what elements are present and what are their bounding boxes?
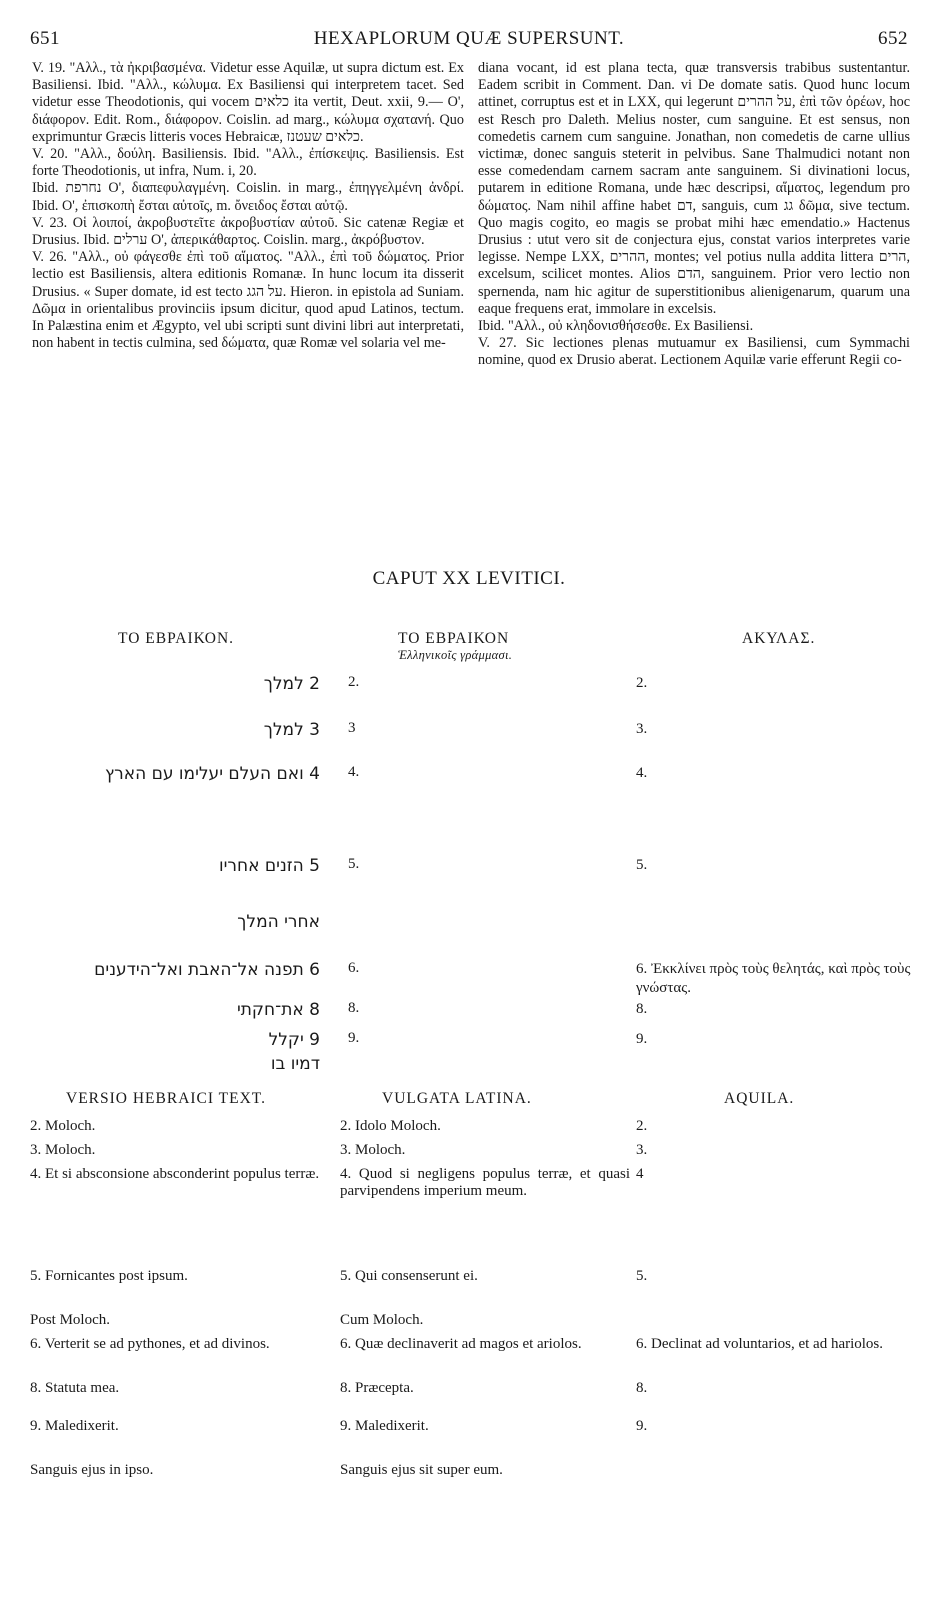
aquila-cell: 3. <box>636 1142 648 1158</box>
greek-cell: 5. <box>348 856 360 872</box>
aquila-cell: 3. <box>636 721 648 737</box>
note-paragraph: V. 20. "Αλλ., δούλη. Basiliensis. Ibid. "Αλλ., ἐπίσκεψις. Basiliensis. Est forte Theodotionis, ut infra, Num. i, 20. <box>32 146 464 180</box>
greek-cell: 4. <box>348 764 360 780</box>
greek-cell: 3 <box>348 720 356 736</box>
vulgata-cell: 4. Quod si negligens populus terræ, et quasi parvipendens imperium meum. <box>340 1166 630 1199</box>
hebrew-cell: דמיו בו <box>270 1054 320 1074</box>
hebrew-greek-table <box>30 630 911 1074</box>
aquila-cell: 6. Ἐκκλίνει πρὸς τοὺς θελητάς, καὶ πρὸς τοὺς γνώστας. <box>636 961 911 996</box>
header-aquila-greek: ΑΚΥΛΑΣ. <box>742 630 816 647</box>
header-vulgata-latina: VULGATA LATINA. <box>382 1090 532 1107</box>
greek-cell: 2. <box>348 674 360 690</box>
aquila-cell: 5. <box>636 857 648 873</box>
versio-cell: Post Moloch. <box>30 1312 111 1328</box>
notes-column-left <box>32 60 464 352</box>
versio-cell: 3. Moloch. <box>30 1142 96 1158</box>
note-paragraph: diana vocant, id est plana tecta, quæ transversis trabibus sustentantur. Eadem scribit in Comment. Dan. vi De domate satis. Quod hunc locum attinet, corruptus est et in LXX, qui legerunt על ההרים, ἐπὶ τῶν ὀρέων, hoc est Resch pro Daleth. Melius noster, cum sanguine. Et est sensus, non comedetis carnem cum sanguine. Jonathan, non comedetis de carne ullius victimæ, donec sanguis steterit in pelvibus. Sane Thalmudici notant non esse comedendam carnem sacram ante sanguinem. Si divinationi locus, putarem in editione Romana, unde hæc descripsi, αἵματος, legendum pro δώματος. Nam nihil affine habet דם, sanguis, cum גג δῶμα, sive tectum. Quo magis cogito, eo magis se probat mihi hæc emendatio.» Hactenus Drusius : utut vero sit de conjectura ejus, constat varios interpretes varie legisse. Nempe LXX, ההרים, montes; vel potius nulla addita littera הרים, excelsum, scilicet montes. Alios הדם, sanguinem. Prior vero lectio non spernenda, nam hic agitur de superstitionibus alienigenarum, quarum una eaque frequens erat, immolare in excelsis. <box>478 60 910 317</box>
versio-cell: 8. Statuta mea. <box>30 1380 120 1396</box>
hebrew-cell: 3 למלך <box>263 720 320 740</box>
vulgata-cell: 2. Idolo Moloch. <box>340 1118 441 1134</box>
vulgata-cell: 8. Præcepta. <box>340 1380 414 1396</box>
vulgata-cell: 3. Moloch. <box>340 1142 406 1158</box>
vulgata-cell: 5. Qui consenserunt ei. <box>340 1268 478 1284</box>
aquila-cell: 6. Declinat ad voluntarios, et ad hariolos. <box>636 1336 884 1352</box>
aquila-cell: 8. <box>636 1001 648 1017</box>
hebrew-cell: 9 יקלל <box>268 1030 320 1050</box>
note-paragraph: Ibid. "Αλλ., οὐ κληδονισθήσεσθε. Ex Basiliensi. <box>478 318 754 335</box>
notes-column-right <box>478 60 910 370</box>
versio-cell: 5. Fornicantes post ipsum. <box>30 1268 188 1284</box>
aquila-cell: 2. <box>636 1118 648 1134</box>
hebrew-cell: אחרי המלך <box>237 912 320 932</box>
note-paragraph: V. 23. Οἱ λοιποί, ἀκροβυστεῖτε ἀκροβυστίαν αὐτοῦ. Sic catenæ Regiæ et Drusius. Ibid. ערלים O', ἀπερικάθαρτος. Coislin. marg., ἀκρόβυστον. <box>32 214 464 249</box>
vulgata-cell: 9. Maledixerit. <box>340 1418 429 1434</box>
chapter-title: CAPUT XX LEVITICI. <box>372 568 566 589</box>
note-paragraph: V. 27. Sic lectiones plenas mutuamur ex Basiliensi, cum Symmachi nomine, quod ex Drusio aberat. Lectionem Aquilæ varie efferunt Regii co- <box>478 335 910 369</box>
aquila-cell: 9. <box>636 1031 648 1047</box>
header-greek-title: ΤΟ ΕΒΡΑΙΚΟΝ <box>398 630 510 647</box>
versio-cell: 4. Et si absconsione absconderint populus terræ. <box>30 1166 320 1182</box>
header-greek-subtitle: Ἑλληνικοῖς γράμμασι. <box>398 648 513 662</box>
page-number-right: 652 <box>878 28 908 49</box>
greek-cell: 6. <box>348 960 360 976</box>
aquila-cell: 2. <box>636 675 648 691</box>
vulgata-cell: Sanguis ejus sit super eum. <box>340 1462 503 1478</box>
latin-versions-table <box>30 1090 910 1590</box>
header-greek-transliteration <box>398 630 512 663</box>
versio-cell: 9. Maledixerit. <box>30 1418 119 1434</box>
greek-cell: 8. <box>348 1000 360 1016</box>
versio-cell: 6. Verterit se ad pythones, et ad divinos. <box>30 1336 270 1352</box>
hebrew-cell: 4 ואם העלם יעלימו עם הארץ <box>104 764 320 784</box>
aquila-cell: 9. <box>636 1418 648 1434</box>
versio-cell: 2. Moloch. <box>30 1118 96 1134</box>
hebrew-cell: 8 את־חקתי <box>236 1000 320 1020</box>
aquila-cell: 4 <box>636 1166 644 1182</box>
hebrew-cell: 2 למלך <box>263 674 320 694</box>
aquila-cell: 8. <box>636 1380 648 1396</box>
header-hebrew: ΤΟ ΕΒΡΑΙΚΟΝ. <box>118 630 235 647</box>
hebrew-cell: 5 הזנים אחריו <box>218 856 320 876</box>
note-paragraph: V. 19. "Αλλ., τὰ ἠκριβασμένα. Videtur esse Aquilæ, ut supra dictum est. Ex Basiliensi. Ibid. "Αλλ., κώλυμα. Ex Basiliensi qui interpretem tacet. Sed videtur esse Theodotionis, qui vocem כלאים ita vertit, Deut. xxii, 9.— O', διάφορον. Edit. Rom., διάφορον. Coislin. ad marg., κώλυμα σχατανή. Quo exprimuntur Græcis litteris voces Hebraicæ, כלאים שעטנז. <box>32 60 464 145</box>
hebrew-cell: 6 תפנה אל־האבת ואל־הידענים <box>94 960 320 980</box>
header-versio-hebraici: VERSIO HEBRAICI TEXT. <box>66 1090 266 1107</box>
note-paragraph: V. 26. "Αλλ., οὐ φάγεσθε ἐπὶ τοῦ αἵματος. "Αλλ., ἐπὶ τοῦ δώματος. Prior lectio est Basiliensis, altera editionis Romanæ. In hunc locum ita disserit Drusius. « Super domate, id est tecto על הגג. Hieron. in epistola ad Suniam. Δῶμα in orientalibus provinciis ipsum dicitur, quod apud Latinos, tectum. In Palæstina enim et Ægypto, vel ubi scripti sunt divini libri aut interpretati, non habent in tectis culmina, sed δώματα, quæ Romæ vel solaria vel me- <box>32 249 464 352</box>
aquila-cell: 5. <box>636 1268 648 1284</box>
running-title: HEXAPLORUM QUÆ SUPERSUNT. <box>313 28 625 49</box>
greek-cell: 9. <box>348 1030 360 1046</box>
aquila-cell: 4. <box>636 765 648 781</box>
notes-section <box>32 60 910 565</box>
note-paragraph: Ibid. נחרפת O', διαπεφυλαγμένη. Coislin. in marg., ἐπηγγελμένη ἀνδρί. Ibid. O', ἐπισκοπὴ ἔσται αὐτοῖς, m. ὄνειδος ἔσται αὐτῷ. <box>32 180 464 214</box>
versio-cell: Sanguis ejus in ipso. <box>30 1462 154 1478</box>
page-number-left: 651 <box>30 28 60 49</box>
header-aquila-latin: AQUILA. <box>724 1090 795 1107</box>
vulgata-cell: 6. Quæ declinaverit ad magos et ariolos. <box>340 1336 582 1352</box>
vulgata-cell: Cum Moloch. <box>340 1312 424 1328</box>
running-head <box>30 28 908 54</box>
